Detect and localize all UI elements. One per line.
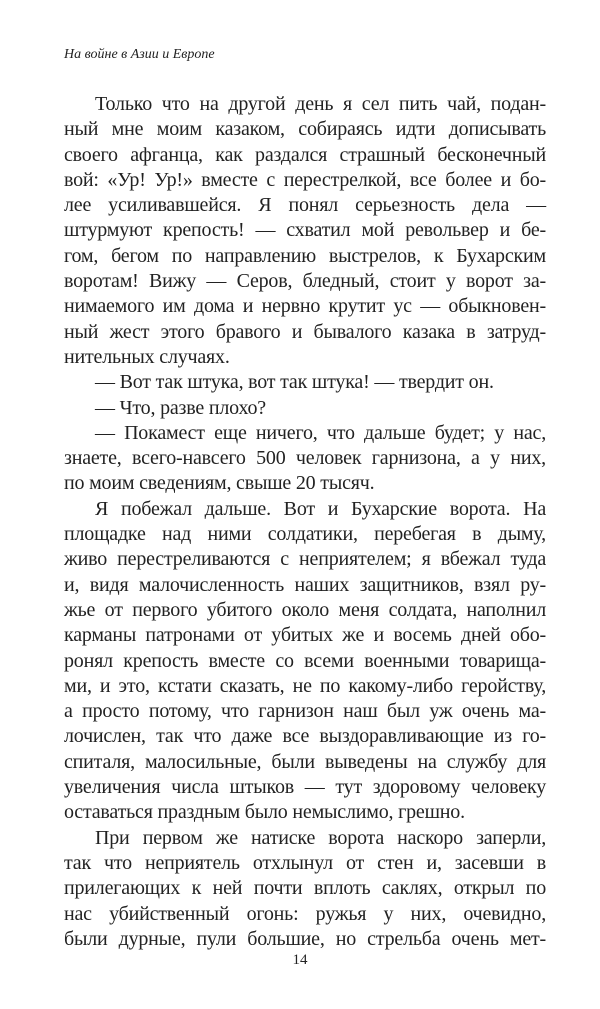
paragraph [64, 370, 546, 395]
text-line: Я побежал дальше. Вот и Бухарские ворота. На [95, 497, 546, 520]
text-line: ми, и это, кстати сказать, не по какому-либо геройству, [64, 674, 546, 697]
text-line: — Покамест еще ничего, что дальше будет; у нас, [95, 421, 546, 444]
text-line: лее усиливавшейся. Я понял серьезность дела — [64, 194, 546, 217]
text-line: — Вот так штука, вот так штука! — твердит он. [95, 371, 494, 394]
text-line: живо перестреливаются с неприятелем; я вбежал туда [64, 548, 546, 571]
text-line: знаете, всего-навсего 500 человек гарнизона, а у них, [64, 447, 546, 470]
body-text [64, 92, 546, 952]
text-line: оставаться праздным было немыслимо, грешно. [64, 801, 465, 824]
text-line: гом, бегом по направлению выстрелов, к Бухарским [64, 244, 546, 267]
text-line: площадке над ними солдатики, перебегая в дыму, [64, 523, 546, 546]
text-line: нительных случаях. [64, 345, 230, 368]
paragraph [64, 421, 546, 497]
text-line: нимаемого им дома и нервно крутит ус — обыкновен- [64, 295, 546, 318]
text-line: ный жест этого бравого и бывалого казака в затруд- [64, 320, 546, 343]
text-line: штурмуют крепость! — схватил мой револьвер и бе- [64, 219, 546, 242]
text-line: были дурные, пули большие, но стрельба очень мет- [64, 927, 546, 950]
paragraph [64, 92, 546, 370]
text-line: прилегающих к ней почти вплоть саклях, открыл по [64, 877, 546, 900]
text-line: воротам! Вижу — Серов, бледный, стоит у ворот за- [64, 270, 546, 293]
text-line: и, видя малочисленность наших защитников, взял ру- [64, 573, 546, 596]
text-line: нас убийственный огонь: ружья у них, очевидно, [64, 902, 546, 925]
text-line: ный мне моим казаком, собираясь идти дописывать [64, 118, 546, 141]
text-line: увеличения числа штыков — тут здоровому человеку [64, 776, 546, 799]
text-line: вой: «Ур! Ур!» вместе с перестрелкой, все более и бо- [64, 168, 546, 191]
text-line: спиталя, малосильные, были выведены на службу для [64, 750, 546, 773]
text-line: жье от первого убитого около меня солдата, наполнил [64, 598, 546, 621]
page-number: 14 [292, 952, 308, 968]
running-head: На войне в Азии и Европе [64, 47, 215, 62]
text-line: — Что, разве плохо? [95, 396, 266, 419]
text-line: Только что на другой день я сел пить чай, подан- [95, 93, 546, 115]
text-line: по моим сведениям, свыше 20 тысяч. [64, 472, 375, 495]
text-line: лочислен, так что даже все выздоравливающие из го- [64, 725, 546, 748]
text-line: а просто потому, что гарнизон наш был уж очень ма- [64, 700, 546, 723]
text-line: При первом же натиске ворота наскоро заперли, [95, 826, 546, 849]
text-line: карманы патронами от убитых же и восемь дней обо- [64, 624, 546, 647]
text-line: ронял крепость вместе со всеми военными товарища- [64, 649, 546, 672]
paragraph [64, 826, 546, 952]
text-line: своего афганца, как раздался страшный бесконечный [64, 143, 546, 166]
paragraph [64, 497, 546, 826]
paragraph [64, 396, 546, 421]
text-line: так что неприятель отхлынул от стен и, засевши в [64, 851, 546, 874]
